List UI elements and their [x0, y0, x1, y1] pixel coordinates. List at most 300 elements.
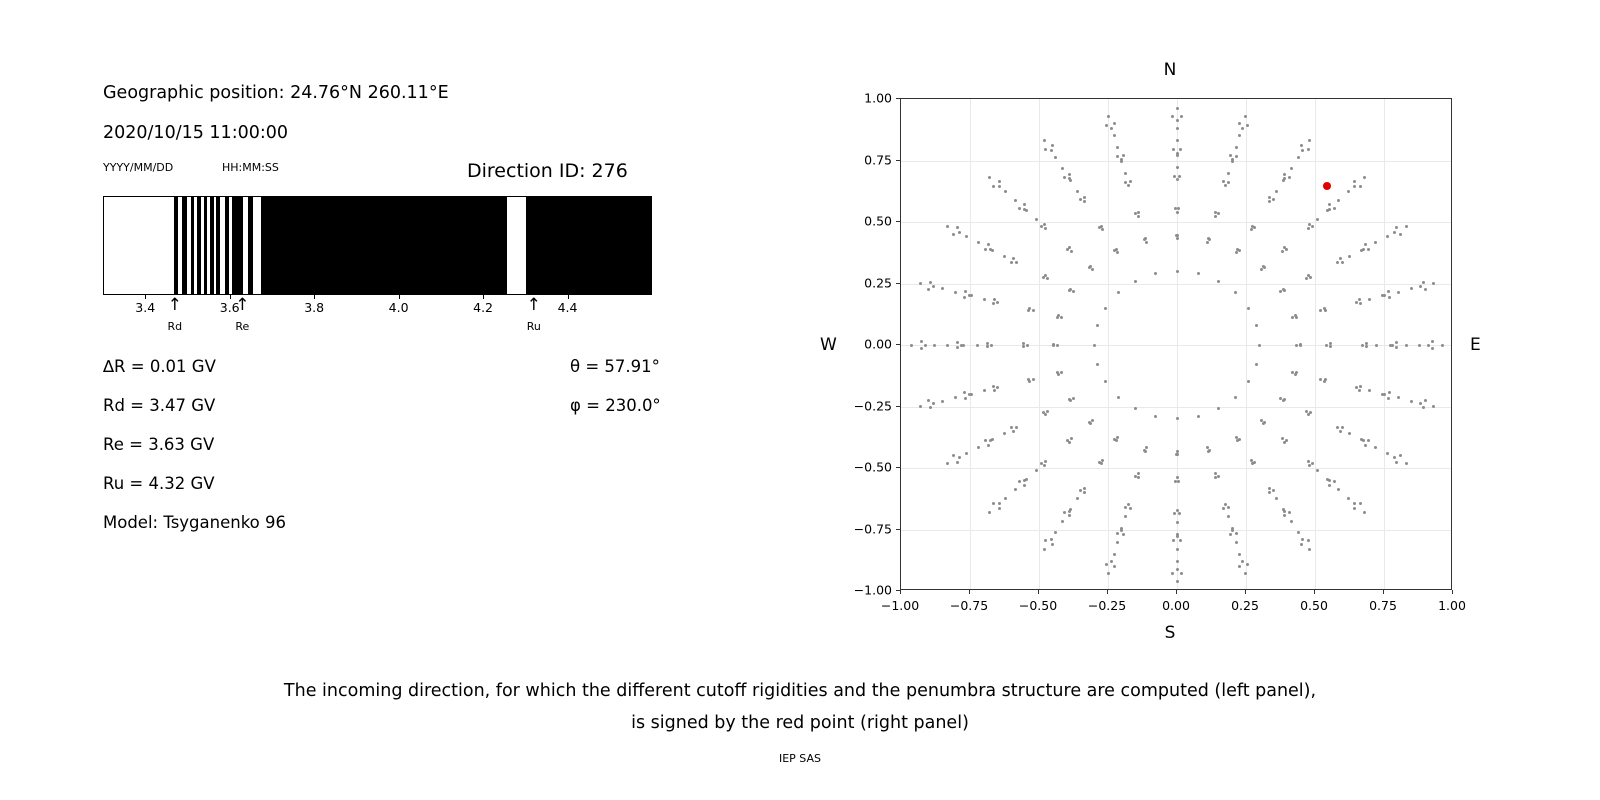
arrow-up-icon: ↑ [526, 295, 541, 315]
direction-point [963, 296, 966, 299]
direction-point [1079, 489, 1082, 492]
direction-point [1217, 407, 1220, 410]
direction-point [1367, 439, 1370, 442]
direction-point [1098, 461, 1101, 464]
penumbra-band [182, 197, 187, 294]
direction-point [1116, 251, 1119, 254]
direction-point [1431, 347, 1434, 350]
direction-point [1395, 346, 1398, 349]
direction-point [1043, 548, 1046, 551]
direction-point [1328, 208, 1331, 211]
direction-point [1295, 316, 1298, 319]
direction-point [1238, 565, 1241, 568]
direction-point [1093, 344, 1096, 347]
direction-point [1311, 225, 1314, 228]
direction-point [1172, 148, 1175, 151]
direction-point [1268, 196, 1271, 199]
direction-point [1110, 127, 1113, 130]
direction-point [992, 185, 995, 188]
direction-point [1235, 146, 1238, 149]
direction-point [1176, 152, 1179, 155]
y-tick-label: −0.50 [853, 459, 892, 475]
direction-point [1388, 296, 1391, 299]
direction-point [1050, 149, 1053, 152]
direction-point [1359, 502, 1362, 505]
direction-point [920, 340, 923, 343]
y-tick-mark [896, 590, 900, 591]
direction-point [952, 454, 955, 457]
direction-point [919, 405, 922, 408]
direction-point [1051, 144, 1054, 147]
selected-direction-point[interactable] [1323, 182, 1331, 190]
y-tick-mark [896, 283, 900, 284]
penumbra-tick [483, 295, 484, 299]
penumbra-tick [314, 295, 315, 299]
direction-point [941, 287, 944, 290]
penumbra-band [232, 197, 242, 294]
value-ru: Ru = 4.32 GV [103, 474, 215, 493]
direction-point [1362, 439, 1365, 442]
direction-point [998, 502, 1001, 505]
datetime: 2020/10/15 11:00:00 [103, 123, 289, 143]
direction-point [1383, 294, 1386, 297]
direction-point [1419, 285, 1422, 288]
direction-point [1054, 531, 1057, 534]
direction-point [1120, 158, 1123, 161]
direction-point [1051, 543, 1054, 546]
direction-point [1050, 538, 1053, 541]
direction-point [1014, 199, 1017, 202]
direction-point [1323, 380, 1326, 383]
direction-point [1383, 393, 1386, 396]
direction-point [1137, 211, 1140, 214]
direction-point [1424, 288, 1427, 291]
right-panel [810, 40, 1550, 660]
direction-point [927, 288, 930, 291]
x-tick-mark [1107, 590, 1108, 594]
direction-point [1281, 250, 1284, 253]
direction-point [1336, 426, 1339, 429]
direction-point [1018, 480, 1021, 483]
direction-point [988, 511, 991, 514]
direction-point [1300, 144, 1303, 147]
penumbra-tick-label: 3.4 [135, 300, 156, 315]
direction-point [946, 344, 949, 347]
y-tick-label: 0.00 [864, 336, 892, 352]
y-tick-label: 0.50 [864, 213, 892, 229]
direction-id: Direction ID: 276 [467, 160, 628, 182]
direction-point [958, 231, 961, 234]
y-tick-label: −0.25 [853, 398, 892, 413]
direction-point [1307, 539, 1310, 542]
direction-point [919, 282, 922, 285]
direction-point [1359, 302, 1362, 305]
direction-point [1364, 444, 1367, 447]
direction-point [1113, 565, 1116, 568]
y-tick-mark [896, 406, 900, 407]
direction-point [1247, 380, 1250, 383]
direction-point [1283, 441, 1286, 444]
direction-point [1229, 154, 1232, 157]
x-tick-mark [900, 590, 901, 594]
y-tick-mark [896, 467, 900, 468]
gridline-vertical [1108, 99, 1109, 589]
direction-point [1069, 288, 1072, 291]
direction-point [1399, 454, 1402, 457]
direction-point [1361, 344, 1364, 347]
direction-point [1255, 363, 1258, 366]
direction-point [1044, 227, 1047, 230]
y-tick-mark [896, 221, 900, 222]
direction-point [1060, 316, 1063, 319]
penumbra-tick-label: 4.4 [557, 300, 578, 315]
direction-point [977, 241, 980, 244]
direction-point [1393, 456, 1396, 459]
direction-point [1070, 250, 1073, 253]
direction-point [1104, 380, 1107, 383]
direction-point [1176, 521, 1179, 524]
direction-point [1387, 397, 1390, 400]
gridline-horizontal [901, 407, 1451, 408]
direction-point [964, 397, 967, 400]
direction-point [1238, 134, 1241, 137]
direction-point [1046, 277, 1049, 280]
direction-point [1127, 184, 1130, 187]
direction-point [1054, 156, 1057, 159]
direction-point [1116, 532, 1119, 535]
direction-point [1027, 378, 1030, 381]
direction-point [1022, 345, 1025, 348]
direction-point [1044, 148, 1047, 151]
x-tick-mark [1452, 590, 1453, 594]
direction-point [1375, 344, 1378, 347]
penumbra-band [248, 197, 253, 294]
direction-point [1348, 432, 1351, 435]
value-rd: Rd = 3.47 GV [103, 396, 216, 415]
direction-point [1129, 180, 1132, 183]
y-tick-label: 0.25 [864, 275, 892, 290]
sky-map-plot [900, 98, 1452, 590]
figure-caption [0, 675, 1600, 739]
direction-point [1324, 309, 1327, 312]
direction-point [992, 502, 995, 505]
direction-point [1395, 226, 1398, 229]
direction-point [1353, 180, 1356, 183]
direction-point [998, 185, 1001, 188]
direction-point [1026, 344, 1029, 347]
direction-point [998, 507, 1001, 510]
gridline-horizontal [901, 530, 1451, 531]
direction-point [1295, 344, 1298, 347]
direction-point [1309, 276, 1312, 279]
direction-point [1388, 391, 1391, 394]
direction-point [1405, 462, 1408, 465]
direction-point [1028, 307, 1031, 310]
direction-point [1179, 539, 1182, 542]
penumbra-plot [103, 196, 652, 295]
penumbra-band [216, 197, 219, 294]
direction-point [987, 243, 990, 246]
direction-point [1299, 344, 1302, 347]
direction-point [1129, 507, 1132, 510]
direction-point [1177, 207, 1180, 210]
direction-point [1432, 282, 1435, 285]
direction-point [1104, 307, 1107, 310]
direction-point [1316, 469, 1319, 472]
direction-point [1124, 515, 1127, 518]
direction-point [1297, 531, 1300, 534]
gridline-vertical [970, 99, 971, 589]
direction-point [1003, 432, 1006, 435]
direction-point [1012, 430, 1015, 433]
direction-point [1325, 344, 1328, 347]
direction-point [956, 461, 959, 464]
direction-point [1173, 175, 1176, 178]
direction-point [1046, 410, 1049, 413]
direction-point [1101, 228, 1104, 231]
penumbra-marker-rd [155, 296, 195, 334]
direction-point [1234, 396, 1237, 399]
direction-point [1397, 396, 1400, 399]
direction-point [1014, 488, 1017, 491]
y-tick-mark [896, 529, 900, 530]
direction-point [1115, 248, 1118, 251]
direction-point [1176, 417, 1179, 420]
penumbra-tick-label: 4.2 [473, 300, 494, 315]
penumbra-band [174, 197, 178, 294]
direction-point [1176, 211, 1179, 214]
direction-point [989, 248, 992, 251]
direction-point [1083, 487, 1086, 490]
direction-point [1116, 155, 1119, 158]
direction-point [1422, 281, 1425, 284]
direction-point [1178, 512, 1181, 515]
direction-point [1100, 225, 1103, 228]
direction-point [968, 393, 971, 396]
direction-point [988, 176, 991, 179]
x-tick-label: −0.25 [1087, 598, 1127, 613]
direction-point [1180, 572, 1183, 575]
credit-label: IEP SAS [778, 752, 822, 765]
direction-point [1035, 469, 1038, 472]
direction-point [1052, 343, 1055, 346]
direction-point [1368, 389, 1371, 392]
compass-north: N [1163, 60, 1177, 80]
direction-point [1096, 363, 1099, 366]
direction-point [956, 226, 959, 229]
direction-point [1035, 218, 1038, 221]
direction-point [1176, 535, 1179, 538]
direction-point [1405, 225, 1408, 228]
direction-point [1127, 503, 1130, 506]
direction-point [1144, 237, 1147, 240]
direction-point [1339, 430, 1342, 433]
direction-point [1275, 497, 1278, 500]
direction-point [1043, 223, 1046, 226]
direction-point [1076, 497, 1079, 500]
direction-point [1110, 560, 1113, 563]
direction-point [1282, 399, 1285, 402]
direction-point [1214, 215, 1217, 218]
direction-point [1229, 533, 1232, 536]
penumbra-band [191, 197, 194, 294]
gridline-vertical [1384, 99, 1385, 589]
direction-point [987, 444, 990, 447]
penumbra-marker-label: Rd [167, 320, 183, 333]
x-tick-label: −1.00 [880, 598, 920, 613]
arrow-up-icon: ↑ [235, 295, 250, 315]
caption-line-2: is signed by the red point (right panel) [631, 713, 969, 733]
direction-point [1217, 280, 1220, 283]
direction-point [1222, 507, 1225, 510]
x-tick-label: 0.75 [1369, 598, 1397, 613]
direction-point [1079, 198, 1082, 201]
y-tick-label: 0.75 [864, 152, 892, 167]
direction-point [1176, 580, 1179, 583]
direction-point [977, 446, 980, 449]
direction-point [924, 344, 927, 347]
x-tick-mark [1176, 590, 1177, 594]
direction-point [1227, 515, 1230, 518]
direction-point [1285, 248, 1288, 251]
direction-point [1353, 507, 1356, 510]
direction-point [1083, 491, 1086, 494]
direction-point [1333, 207, 1336, 210]
direction-point [1387, 290, 1390, 293]
direction-point [1056, 344, 1059, 347]
direction-point [1231, 529, 1234, 532]
direction-point [1012, 257, 1015, 260]
direction-point [1197, 272, 1200, 275]
direction-point [1177, 480, 1180, 483]
direction-point [1359, 385, 1362, 388]
value-re: Re = 3.63 GV [103, 435, 215, 454]
direction-point [1057, 314, 1060, 317]
direction-point [984, 248, 987, 251]
direction-point [1072, 290, 1075, 293]
direction-point [1347, 190, 1350, 193]
direction-point [1291, 316, 1294, 319]
direction-point [1374, 241, 1377, 244]
direction-point [1347, 497, 1350, 500]
direction-point [1393, 231, 1396, 234]
direction-point [1250, 228, 1253, 231]
penumbra-band [261, 197, 507, 294]
penumbra-tick-label: 4.0 [388, 300, 409, 315]
gridline-vertical [1315, 99, 1316, 589]
direction-point [1341, 426, 1344, 429]
direction-point [1364, 243, 1367, 246]
direction-point [1088, 421, 1091, 424]
penumbra-marker-re [219, 295, 262, 334]
direction-point [992, 302, 995, 305]
direction-point [1235, 532, 1238, 535]
direction-point [1272, 198, 1275, 201]
direction-point [1178, 175, 1181, 178]
direction-point [910, 344, 913, 347]
direction-point [1171, 572, 1174, 575]
direction-point [1173, 512, 1176, 515]
direction-point [1018, 207, 1021, 210]
direction-point [1061, 520, 1064, 523]
direction-point [932, 285, 935, 288]
penumbra-tick-label: 3.8 [304, 300, 325, 315]
direction-point [946, 462, 949, 465]
direction-point [1283, 289, 1286, 292]
direction-point [1395, 461, 1398, 464]
direction-point [1004, 190, 1007, 193]
direction-point [1262, 422, 1265, 425]
direction-point [1391, 344, 1394, 347]
left-panel [0, 0, 760, 660]
penumbra-tick [145, 295, 146, 299]
direction-point [1179, 148, 1182, 151]
compass-south: S [1164, 623, 1176, 643]
direction-point [1072, 397, 1075, 400]
gridline-horizontal [901, 161, 1451, 162]
penumbra-band [197, 197, 201, 294]
direction-point [1339, 257, 1342, 260]
direction-point [1217, 212, 1220, 215]
direction-point [1275, 190, 1278, 193]
direction-point [996, 386, 999, 389]
direction-point [1272, 489, 1275, 492]
direction-point [983, 389, 986, 392]
penumbra-marker-ru [514, 296, 554, 334]
direction-point [1083, 196, 1086, 199]
x-tick-mark [1038, 590, 1039, 594]
direction-point [1418, 344, 1421, 347]
direction-point [1083, 200, 1086, 203]
direction-point [1217, 475, 1220, 478]
direction-point [1319, 309, 1322, 312]
direction-point [998, 180, 1001, 183]
direction-point [1307, 413, 1310, 416]
direction-point [1301, 149, 1304, 152]
penumbra-band [526, 197, 652, 294]
direction-point [1010, 426, 1013, 429]
direction-point [1328, 203, 1331, 206]
direction-point [1091, 268, 1094, 271]
gridline-horizontal [901, 345, 1451, 346]
direction-point [990, 344, 993, 347]
direction-point [1427, 344, 1430, 347]
direction-point [986, 345, 989, 348]
gridline-vertical [1039, 99, 1040, 589]
direction-point [1176, 568, 1179, 571]
direction-point [1044, 539, 1047, 542]
direction-point [1176, 107, 1179, 110]
direction-point [1283, 173, 1286, 176]
direction-point [1224, 503, 1227, 506]
direction-point [986, 342, 989, 345]
direction-point [932, 402, 935, 405]
direction-point [1288, 176, 1291, 179]
direction-point [1134, 280, 1137, 283]
direction-point [1238, 249, 1241, 252]
direction-point [1042, 411, 1045, 414]
direction-point [1070, 437, 1073, 440]
x-tick-label: −0.50 [1018, 598, 1058, 613]
direction-point [956, 341, 959, 344]
direction-point [1397, 291, 1400, 294]
direction-point [996, 301, 999, 304]
direction-point [1367, 248, 1370, 251]
direction-point [1176, 450, 1179, 453]
direction-point [1176, 139, 1179, 142]
direction-point [1206, 241, 1209, 244]
direction-point [1043, 139, 1046, 142]
